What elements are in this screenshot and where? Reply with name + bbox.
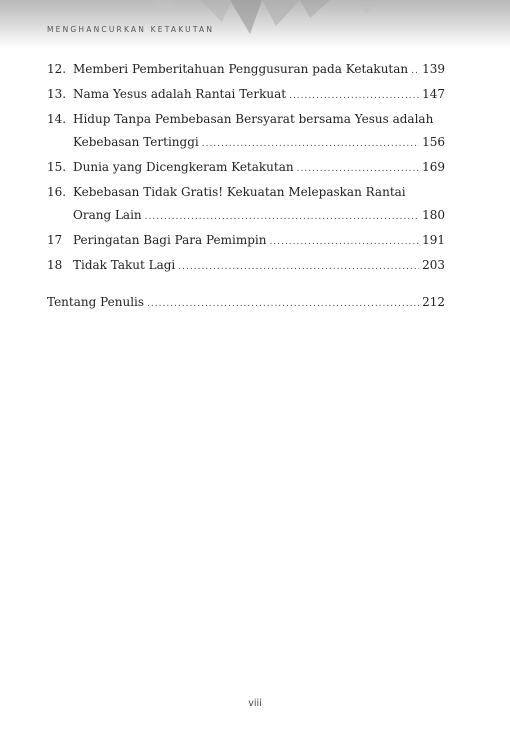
table-of-contents [47, 58, 445, 316]
toc-number: 15. [47, 160, 67, 174]
toc-entry-16[interactable] [47, 181, 445, 229]
page-header-banner [0, 0, 510, 48]
dot-leader [178, 256, 419, 279]
running-head-title: MENGHANCURKAN KETAKUTAN [47, 25, 215, 34]
dot-leader [269, 231, 419, 254]
toc-title-line-2: Orang Lain [73, 208, 142, 222]
toc-page-number: 139 [422, 62, 445, 76]
dot-leader [145, 206, 419, 229]
toc-page-number: 212 [422, 295, 445, 309]
toc-title: Peringatan Bagi Para Pemimpin [73, 233, 267, 247]
toc-page-number: 147 [422, 87, 445, 101]
toc-title: Memberi Pemberitahuan Penggusuran pada Ketakutan [73, 62, 409, 76]
toc-spacer [47, 279, 445, 291]
toc-entry-12[interactable] [47, 58, 445, 83]
toc-page-number: 156 [422, 135, 445, 149]
dot-leader [297, 158, 419, 181]
toc-number: 16. [47, 185, 67, 199]
toc-number: 13. [47, 87, 67, 101]
toc-number: 12. [47, 62, 67, 76]
toc-entry-14[interactable] [47, 108, 445, 156]
toc-entry-18[interactable] [47, 254, 445, 279]
dot-leader [289, 85, 419, 108]
toc-entry-13[interactable] [47, 83, 445, 108]
toc-title-line-1: Hidup Tanpa Pembebasan Bersyarat bersama Yesus adalah [73, 112, 434, 126]
toc-entry-17[interactable] [47, 229, 445, 254]
page-folio-number: viii [248, 698, 262, 709]
dot-leader [147, 293, 419, 316]
toc-number: 17 [47, 233, 63, 247]
toc-title: Nama Yesus adalah Rantai Terkuat [73, 87, 287, 101]
toc-page-number: 180 [422, 208, 445, 222]
dot-leader [411, 60, 419, 83]
dot-leader [202, 133, 419, 156]
toc-title: Dunia yang Dicengkeram Ketakutan [73, 160, 294, 174]
toc-page-number: 191 [422, 233, 445, 247]
toc-entry-about-author[interactable] [47, 291, 445, 316]
header-decoration [0, 0, 510, 48]
toc-entry-15[interactable] [47, 156, 445, 181]
toc-page-number: 169 [422, 160, 445, 174]
toc-title-line-1: Kebebasan Tidak Gratis! Kekuatan Melepaskan Rantai [73, 185, 406, 199]
toc-number: 14. [47, 112, 67, 126]
toc-title: Tidak Takut Lagi [73, 258, 176, 272]
toc-number: 18 [47, 258, 63, 272]
toc-title-line-2: Kebebasan Tertinggi [73, 135, 199, 149]
toc-page-number: 203 [422, 258, 445, 272]
toc-title: Tentang Penulis [47, 295, 145, 309]
